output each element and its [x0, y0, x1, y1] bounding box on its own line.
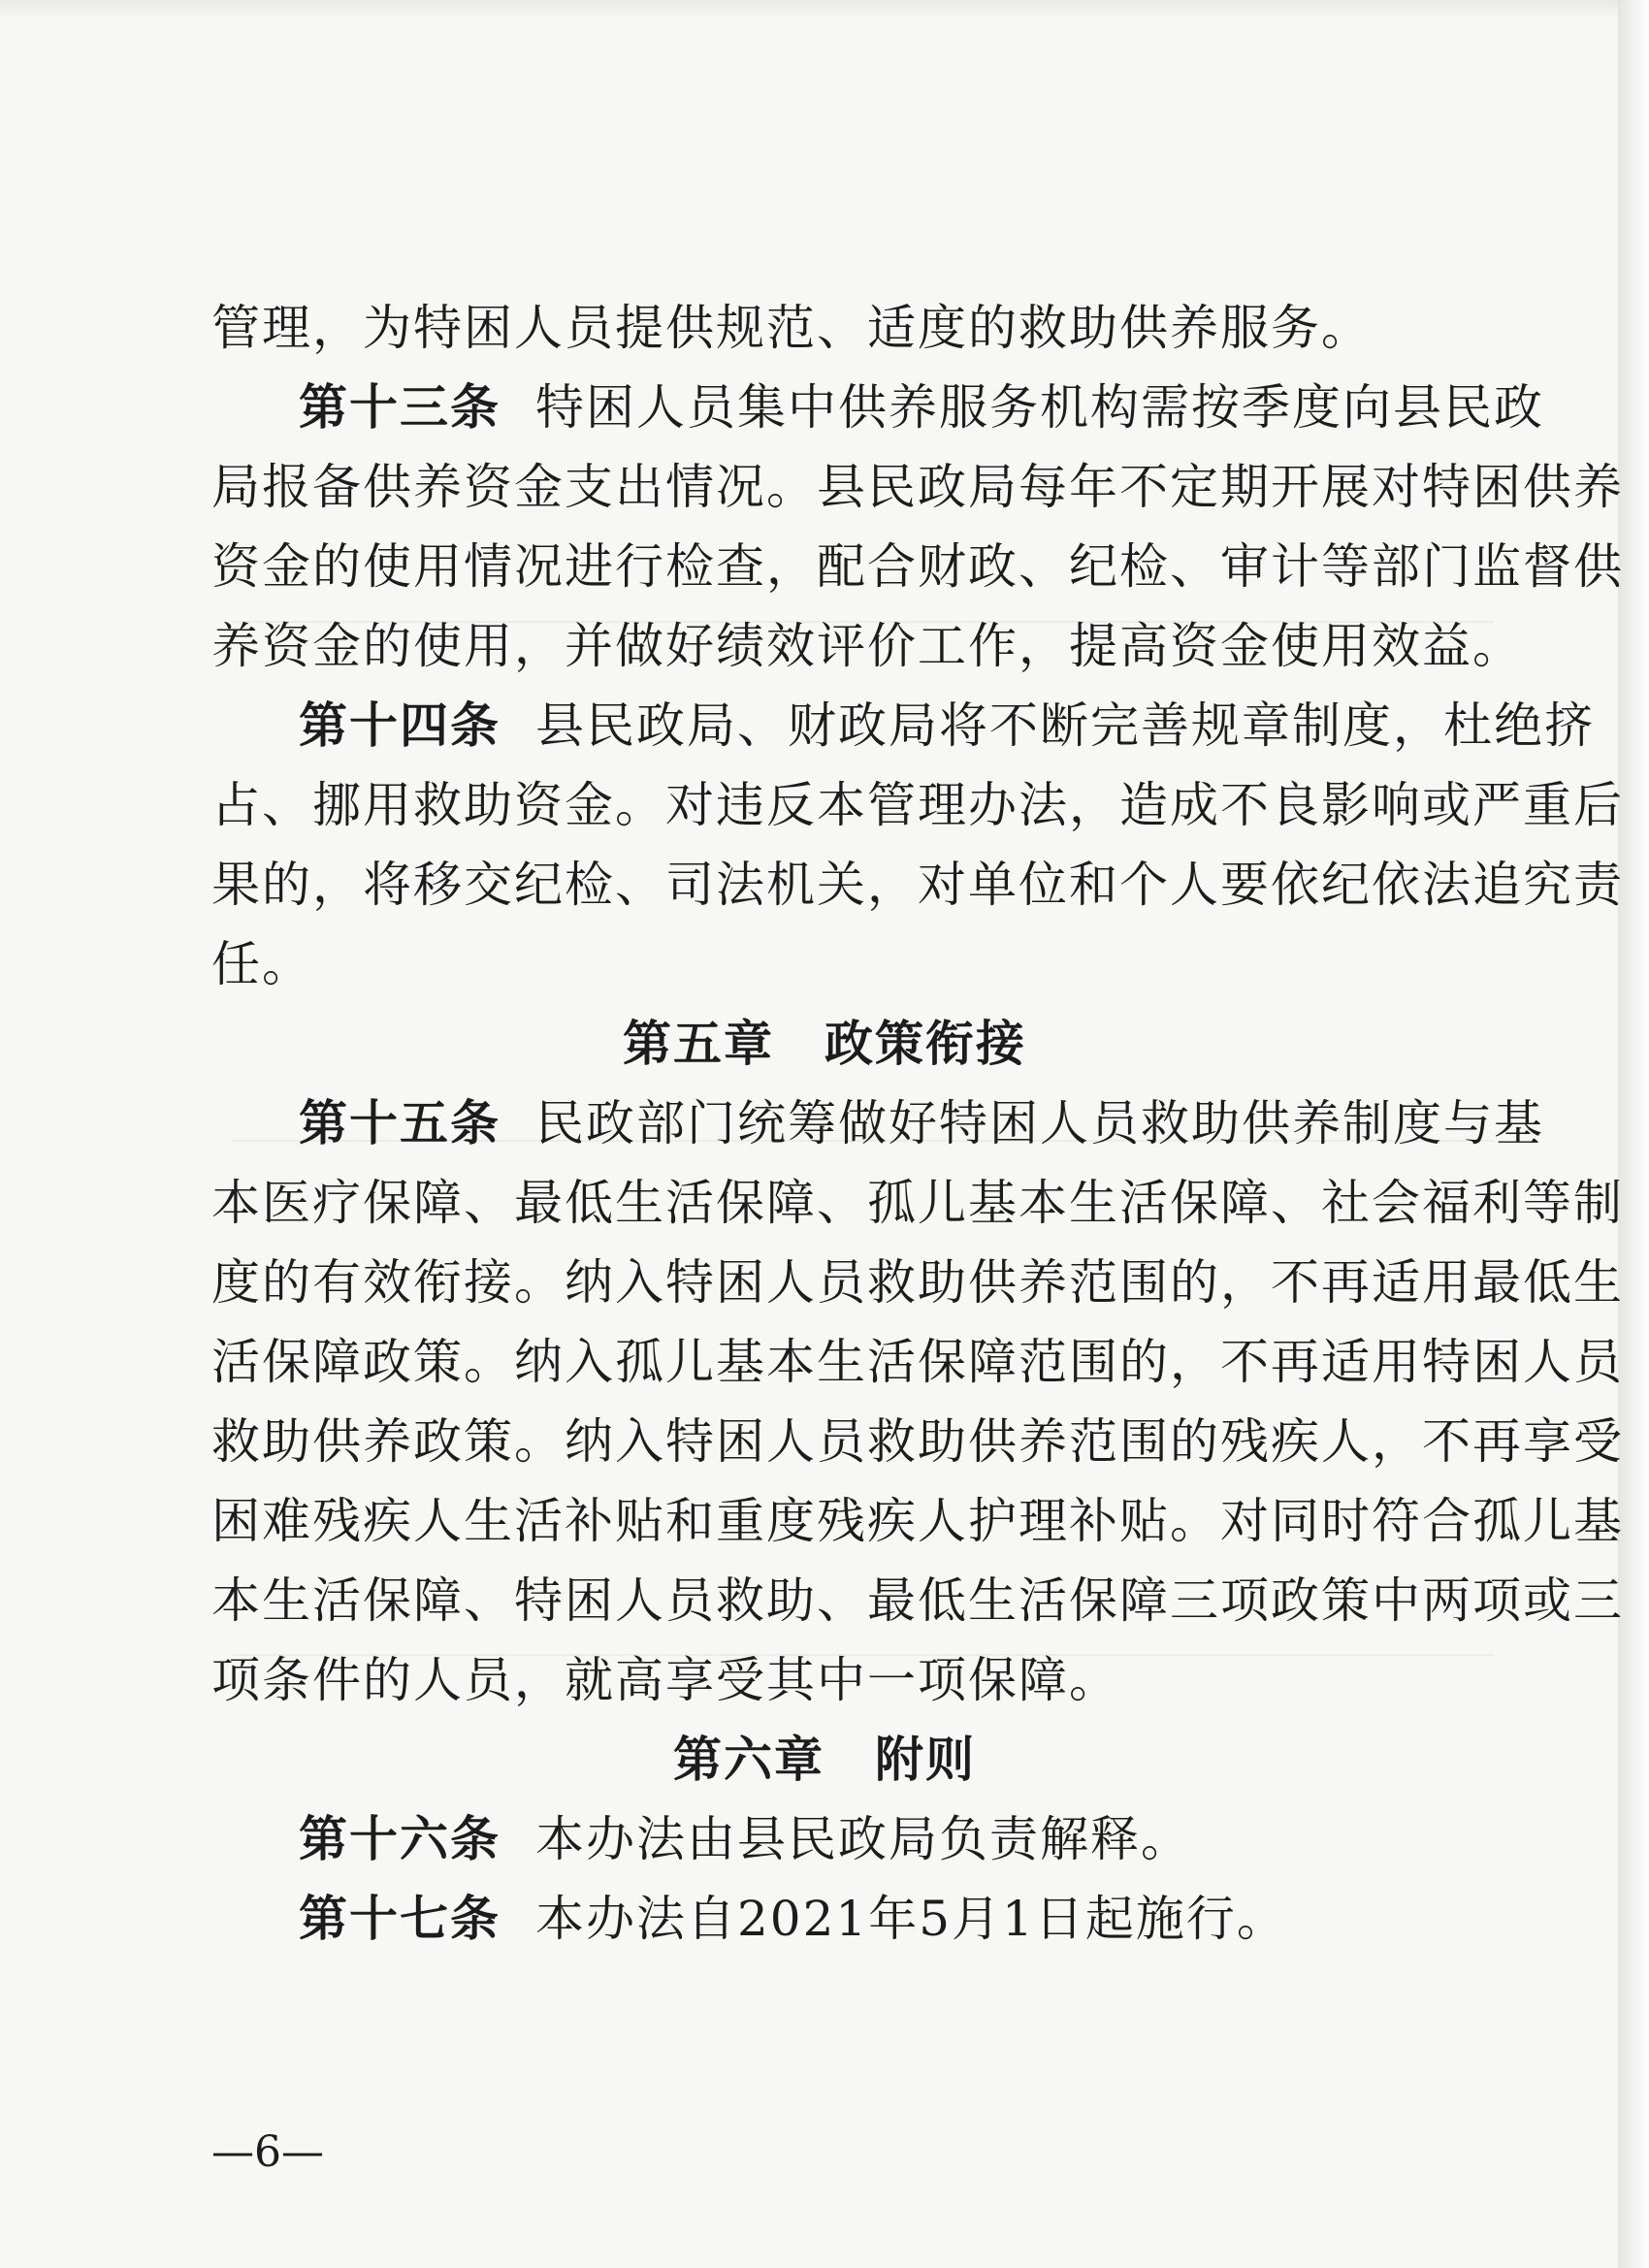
line-text: 本医疗保障、最低生活保障、孤儿基本生活保障、社会福利等制	[211, 1175, 1624, 1231]
body-line	[211, 299, 1372, 357]
article-heading: 第十七条	[299, 1891, 501, 1947]
line-text: 管理，为特困人员提供规范、适度的救助供养服务。	[211, 300, 1372, 356]
page-number: —6—	[211, 2127, 324, 2177]
line-text: 本办法自2021年5月1日起施行。	[535, 1891, 1287, 1947]
line-text: 养资金的使用，并做好绩效评价工作，提高资金使用效益。	[211, 618, 1523, 674]
line-text: 困难残疾人生活补贴和重度残疾人护理补贴。对同时符合孤儿基	[211, 1493, 1624, 1549]
article-line	[299, 1810, 1191, 1868]
line-text: 占、挪用救助资金。对违反本管理办法，造成不良影响或严重后	[211, 777, 1624, 833]
line-text: 救助供养政策。纳入特困人员救助供养范围的残疾人，不再享受	[211, 1413, 1624, 1470]
line-text: 县民政局、财政局将不断完善规章制度，杜绝挤	[535, 697, 1595, 754]
article-line	[299, 378, 1544, 437]
chapter-heading: 第五章 政策衔接	[623, 1016, 1026, 1072]
body-line	[211, 1492, 1624, 1550]
scan-edge-right	[1618, 0, 1649, 2268]
article-line	[299, 1094, 1544, 1152]
line-text: 活保障政策。纳入孤儿基本生活保障范围的，不再适用特困人员	[211, 1334, 1624, 1390]
body-line	[211, 1571, 1624, 1630]
body-line	[211, 1651, 1119, 1709]
body-line	[211, 776, 1624, 834]
line-text: 资金的使用情况进行检查，配合财政、纪检、审计等部门监督供	[211, 538, 1624, 595]
line-text: 任。	[211, 936, 312, 992]
article-line	[299, 697, 1595, 755]
article-heading: 第十六条	[299, 1811, 501, 1867]
article-heading: 第十四条	[299, 697, 501, 754]
article-line	[299, 1890, 1287, 1948]
article-heading: 第十三条	[299, 379, 501, 436]
line-text: 本生活保障、特困人员救助、最低生活保障三项政策中两项或三	[211, 1572, 1624, 1629]
line-text: 特困人员集中供养服务机构需按季度向县民政	[535, 379, 1544, 436]
chapter-heading: 第六章 附则	[673, 1732, 976, 1788]
line-text: 度的有效衔接。纳入特困人员救助供养范围的，不再适用最低生	[211, 1254, 1624, 1311]
line-text: 果的，将移交纪检、司法机关，对单位和个人要依纪依法追究责	[211, 857, 1624, 913]
article-heading: 第十五条	[299, 1095, 501, 1151]
body-line	[211, 856, 1624, 914]
line-text: 民政部门统筹做好特困人员救助供养制度与基	[535, 1095, 1544, 1151]
body-line	[211, 1174, 1624, 1232]
line-text: 项条件的人员，就高享受其中一项保障。	[211, 1652, 1119, 1708]
body-line	[211, 617, 1523, 675]
body-line	[211, 1333, 1624, 1391]
body-line	[211, 1412, 1624, 1471]
body-line	[211, 458, 1624, 516]
scan-edge-top	[0, 0, 1649, 17]
body-line	[211, 935, 312, 993]
line-text: 本办法由县民政局负责解释。	[535, 1811, 1191, 1867]
line-text: 局报备供养资金支出情况。县民政局每年不定期开展对特困供养	[211, 459, 1624, 515]
body-line	[211, 537, 1624, 596]
body-line	[211, 1253, 1624, 1312]
